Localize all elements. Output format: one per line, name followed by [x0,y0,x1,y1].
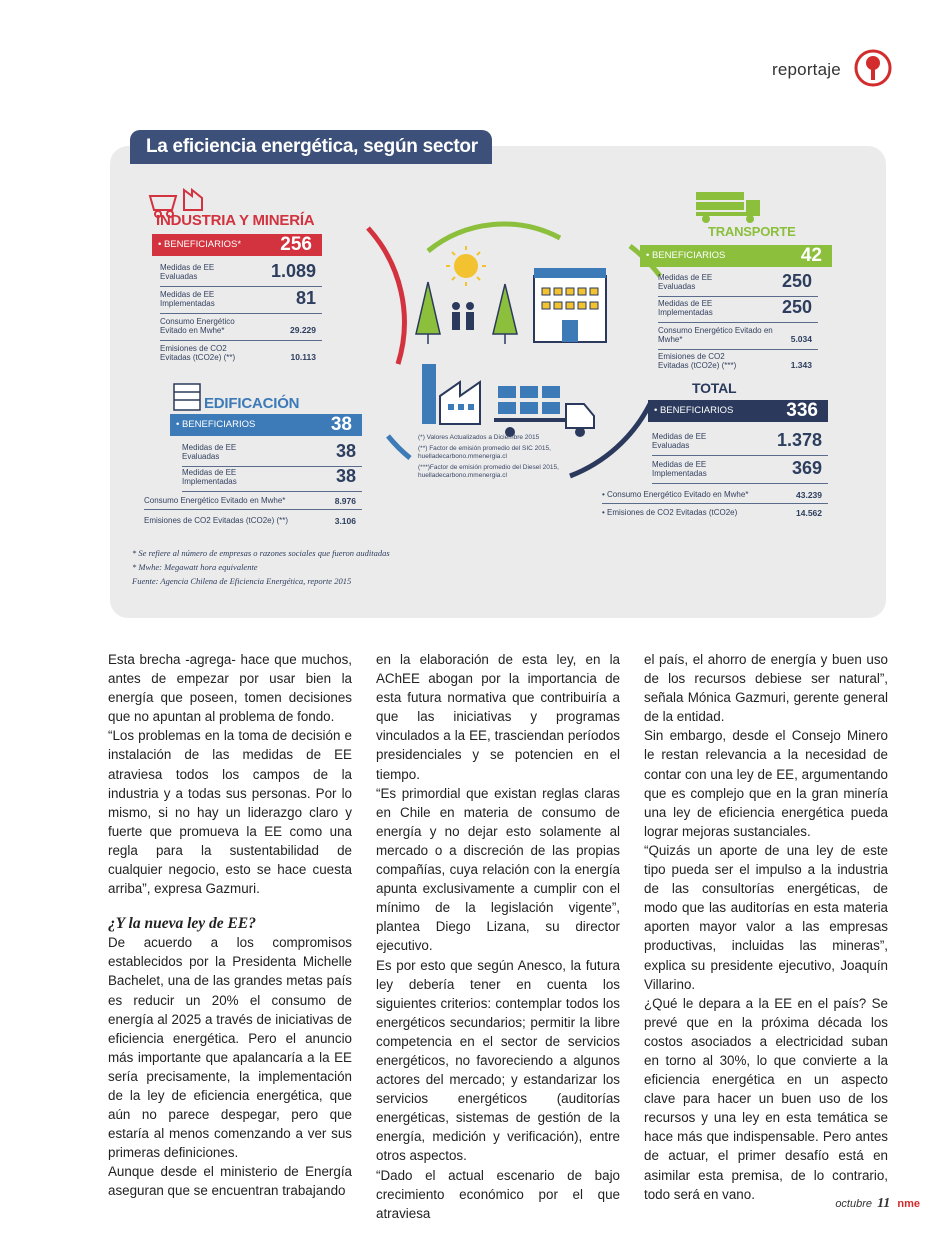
paragraph: Esta brecha -agrega- hace que muchos, antes de empezar por usar bien la energía que poseen, tomen decisiones que no apuntan al problema de fondo. [108,652,352,725]
industria-arc [368,228,404,364]
subheading: ¿Y la nueva ley de EE? [108,915,256,933]
total-beneficiarios-bar: • BENEFICIARIOS 336 [648,400,828,422]
paragraph: Aunque desde el ministerio de Energía aseguran que se encuentran trabajando [108,1164,352,1199]
paragraph: ¿Qué le depara a la EE en el país? Se prevé que en la próxima década los costos asociados a electricidad suban en torno al 30%, lo que convierte a la eficiencia energética en un aspecto clave para hacer un buen uso de los recursos y una ley en esta temática se hace más que indispensable. Pero antes de actuar, el primer desafío está en asimilar esta premisa, de lo contrario, todo será en vano. [644,995,888,1202]
industria-title: INDUSTRIA Y MINERÍA [156,212,315,229]
footnote: * Se refiere al número de empresas o razones sociales que fueron auditadas [132,548,390,558]
article-column-2 [376,650,620,1223]
people-icon [452,302,474,330]
article-column-3 [644,650,888,1204]
transporte-row: Medidas de EE Implementadas 250 [658,297,818,323]
source-note: Fuente: Agencia Chilena de Eficiencia Energética, reporte 2015 [132,576,352,586]
transporte-row: Medidas de EE Evaluadas 250 [658,271,818,297]
edificacion-row: Medidas de EE Implementadas 38 [182,466,362,492]
total-row: Medidas de EE Evaluadas 1.378 [652,430,828,456]
paragraph: en la elaboración de esta ley, en la AChEE abogan por la importancia de esta futura normativa que contribuiría a que las iniciativas y programas vinculados a la EE, trasciendan períodos presidenciales y se potencien en el tiempo. [376,652,620,782]
page-number: 11 [877,1196,891,1211]
edificacion-title: EDIFICACIÓN [204,395,300,412]
edificacion-arc [388,436,410,458]
industria-row: Medidas de EE Evaluadas 1.089 [160,261,322,287]
factory-icon [422,364,480,424]
total-row: Medidas de EE Implementadas 369 [652,458,828,484]
paragraph: Es por esto que según Anesco, la futura ley debería tener en cuenta los siguientes criterios: contemplar todos los energéticos secundarios; permitir la libre competencia en el sector de servicios energéticos, no favoreciendo a algunos actores del mercado; y estandarizar los servicios energéticos (auditorías energéticas, sistemas de gestión de la energía, medición y verificación), entre otros aspectos. [376,957,620,1164]
total-row: • Emisiones de CO2 Evitadas (tCO2e) 14.562 [602,508,822,518]
paragraph: “Dado el actual escenario de bajo crecimiento económico por el que atraviesa [376,1167,620,1221]
section-label: reportaje [772,60,841,79]
edificacion-row: Consumo Energético Evitado en Mwhe* 8.976 [144,492,362,510]
industria-row: Medidas de EE Implementadas 81 [160,288,322,314]
paragraph: el país, el ahorro de energía y buen uso de los recursos debiese ser natural”, señala Mónica Gazmuri, gerente general de la entidad. [644,652,888,725]
edificacion-row: Emisiones de CO2 Evitadas (tCO2e) (**) 3.106 [144,516,356,526]
industria-beneficiarios-bar [152,234,322,256]
transporte-row: Consumo Energético Evitado en Mwhe* 5.034 [658,324,818,350]
paragraph: “Es primordial que existan reglas claras en Chile en materia de consumo de energía y no dejar esto solamente al mercado o a discreción de las propias compañías, cuya relación con la energía apunta exclusivamente a cumplir con el mínimo de la legislación vigente”, plantea Diego Lizana, su director ejecutivo. [376,785,620,954]
paragraph: “Los problemas en la toma de decisión e instalación de las medidas de EE atraviesa todos los campos de la industria y a todas sus personas. Por lo mismo, si no hay un liderazgo claro y fuerte que promueva la EE como una regla para la sustentabilidad de cualquier negocio, esto se hace cuesta arriba”, expresa Gazmuri. [108,728,352,897]
paragraph: Sin embargo, desde el Consejo Minero le restan relevancia a la necesidad de contar con una ley de EE, argumentando que es complejo que en la gran minería una ley de eficiencia energética pueda lograr mejoras sustanciales. [644,728,888,839]
infographic-title: La eficiencia energética, según sector [130,130,492,164]
industria-row: Consumo Energético Evitado en Mwhe* 29.229 [160,315,322,341]
brand-label: nme [897,1198,920,1210]
transporte-row: Emisiones de CO2 Evitadas (tCO2e) (***) 1.343 [658,352,812,370]
article-column-1 [108,650,352,1201]
edificacion-building-icon [174,384,200,410]
page-footer [835,1196,920,1212]
emission-notes: (*) Valores Actualizados a Diciembre 2015 (**) Factor de emisión promedio del SIC 2015, huelladecarbono.mmenergia.cl (***)Factor de emisión promedio del Diesel 2015, huelladecarbono.mmenergia.cl [418,434,559,479]
beneficiarios-label: • BENEFICIARIOS* [158,239,242,250]
building-icon [534,268,606,342]
paragraph: De acuerdo a los compromisos establecidos por la Presidenta Michelle Bachelet, una de las grandes metas país es reducir un 20% el consumo de energía al 2025 a través de iniciativas de eficiencia energética. Pero el anuncio más importante que apalancaría a la EE sería precisamente, la implementación de la ley de eficiencia energética, que aún no parece despegar, pero que estaría al menos comenzando a ver sus primeras definiciones. [108,935,352,1161]
edificacion-row: Medidas de EE Evaluadas 38 [182,441,362,467]
truck-icon [494,386,594,437]
footer-month: octubre [835,1198,873,1210]
top-green-arc [428,224,560,251]
transporte-title: TRANSPORTE [708,224,796,239]
footnote: * Mwhe: Megawatt hora equivalente [132,562,258,572]
microphone-icon [853,48,893,88]
edificacion-beneficiarios-bar: • BENEFICIARIOS 38 [170,414,362,436]
paragraph: “Quizás un aporte de una ley de este tipo pueda ser el impulso a la industria de las consultorías energéticas, de modo que las auditorías en esta materia aporten mayor valor a las empresas productivas, incluidas las mineras”, explica su presidente ejecutivo, Joaquín Villarino. [644,842,888,992]
sun-icon [446,246,486,286]
transporte-beneficiarios-bar: • BENEFICIARIOS 42 [640,245,832,267]
beneficiarios-value: 256 [280,234,312,255]
transport-truck-icon [696,192,760,223]
industria-row: Emisiones de CO2 Evitadas (tCO2e) (**) 10.113 [160,344,316,362]
total-row: • Consumo Energético Evitado en Mwhe* 43.239 [602,486,828,504]
total-title: TOTAL [692,380,737,396]
